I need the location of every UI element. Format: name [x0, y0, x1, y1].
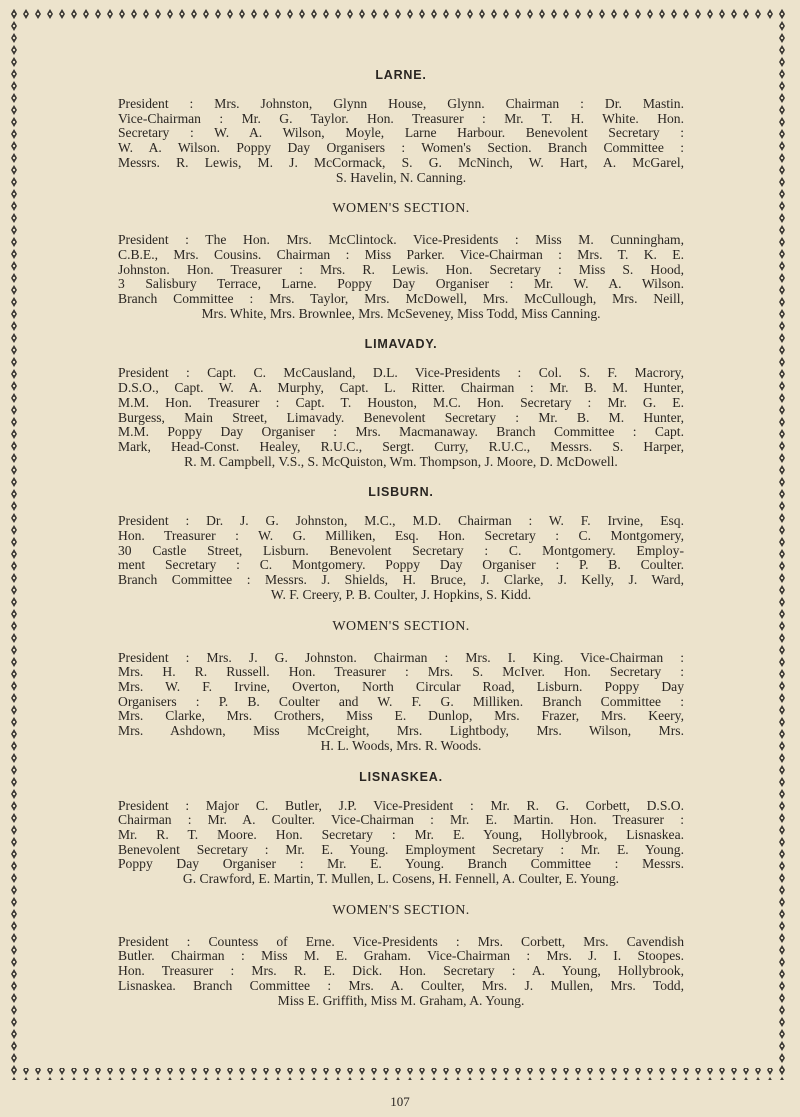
- section-paragraph: [118, 97, 684, 185]
- section-subheading: WOMEN'S SECTION.: [332, 618, 470, 634]
- text-line: Hon. Treasurer : W. G. Milliken, Esq. Hon. Secretary : C. Montgomery,: [118, 528, 684, 544]
- text-line: Mrs. Ashdown, Miss McCreight, Mrs. Lightbody, Mrs. Wilson, Mrs.: [118, 723, 684, 739]
- text-line: Branch Committee : Messrs. J. Shields, H. Bruce, J. Clarke, J. Kelly, J. Ward,: [118, 572, 684, 588]
- text-line: Messrs. R. Lewis, M. J. McCormack, S. G. McNinch, W. Hart, A. McGarel,: [118, 154, 684, 170]
- text-line: President : Countess of Erne. Vice-Presidents : Mrs. Corbett, Mrs. Cavendish: [118, 933, 684, 949]
- text-line: Mark, Head-Const. Healey, R.U.C., Sergt. Curry, R.U.C., Messrs. S. Harper,: [118, 438, 684, 454]
- text-line: President : The Hon. Mrs. McClintock. Vice-Presidents : Miss M. Cunningham,: [118, 232, 684, 248]
- text-line: Mrs. H. R. Russell. Hon. Treasurer : Mrs. S. McIver. Hon. Secretary :: [118, 664, 684, 680]
- section-heading: LISNASKEA.: [359, 769, 443, 784]
- text-line: Mr. R. T. Moore. Hon. Secretary : Mr. E. Young, Hollybrook, Lisnaskea.: [118, 826, 684, 842]
- text-line: Chairman : Mr. A. Coulter. Vice-Chairman : Mr. E. Martin. Hon. Treasurer :: [118, 812, 684, 828]
- text-line: President : Mrs. Johnston, Glynn House, Glynn. Chairman : Dr. Mastin.: [118, 96, 684, 111]
- text-line: Hon. Treasurer : Mrs. R. E. Dick. Hon. Secretary : A. Young, Hollybrook,: [118, 963, 684, 979]
- text-line: Butler. Chairman : Miss M. E. Graham. Vice-Chairman : Mrs. J. I. Stoopes.: [118, 948, 684, 964]
- text-line: Mrs. Clarke, Mrs. Crothers, Miss E. Dunlop, Mrs. Frazer, Mrs. Keery,: [118, 708, 684, 724]
- text-line: Branch Committee : Mrs. Taylor, Mrs. McDowell, Mrs. McCullough, Mrs. Neill,: [118, 291, 684, 307]
- text-line: Lisnaskea. Branch Committee : Mrs. A. Coulter, Mrs. J. Mullen, Mrs. Todd,: [118, 977, 684, 993]
- page-content: [118, 62, 684, 1024]
- text-line: President : Major C. Butler, J.P. Vice-President : Mr. R. G. Corbett, D.S.O.: [118, 797, 684, 813]
- text-line: S. Havelin, N. Canning.: [335, 169, 467, 185]
- section-paragraph: [118, 799, 684, 887]
- text-line: Miss E. Griffith, Miss M. Graham, A. Young.: [277, 992, 525, 1008]
- text-line: 30 Castle Street, Lisburn. Benevolent Secretary : C. Montgomery. Employ-: [118, 542, 684, 558]
- text-line: 3 Salisbury Terrace, Larne. Poppy Day Organiser : Mr. W. A. Wilson.: [118, 276, 684, 292]
- section-heading: LIMAVADY.: [364, 337, 438, 352]
- text-line: Burgess, Main Street, Limavady. Benevolent Secretary : Mr. B. M. Hunter,: [118, 409, 684, 425]
- text-line: G. Crawford, E. Martin, T. Mullen, L. Cosens, H. Fennell, A. Coulter, E. Young.: [182, 871, 620, 887]
- text-line: M.M. Hon. Treasurer : Capt. T. Houston, M.C. Hon. Secretary : Mr. G. E.: [118, 394, 684, 410]
- text-line: R. M. Campbell, V.S., S. McQuiston, Wm. Thompson, J. Moore, D. McDowell.: [184, 453, 618, 469]
- section-heading: LARNE.: [375, 68, 427, 82]
- section-subheading: WOMEN'S SECTION.: [332, 902, 470, 918]
- section-heading: LISBURN.: [368, 485, 434, 500]
- text-line: Vice-Chairman : Mr. G. Taylor. Hon. Treasurer : Mr. T. H. White. Hon.: [118, 110, 684, 126]
- text-line: ment Secretary : C. Montgomery. Poppy Day Organiser : P. B. Coulter.: [118, 557, 684, 573]
- text-line: President : Dr. J. G. Johnston, M.C., M.D. Chairman : W. F. Irvine, Esq.: [118, 513, 684, 529]
- text-line: Mrs. W. F. Irvine, Overton, North Circular Road, Lisburn. Poppy Day: [118, 678, 684, 694]
- text-line: Benevolent Secretary : Mr. E. Young. Employment Secretary : Mr. E. Young.: [118, 841, 684, 857]
- text-line: Johnston. Hon. Treasurer : Mrs. R. Lewis. Hon. Secretary : Miss S. Hood,: [118, 261, 684, 277]
- text-line: Poppy Day Organiser : Mr. E. Young. Branch Committee : Messrs.: [118, 856, 684, 872]
- text-line: Mrs. White, Mrs. Brownlee, Mrs. McSeveney, Miss Todd, Miss Canning.: [201, 305, 601, 321]
- text-line: W. A. Wilson. Poppy Day Organisers : Women's Section. Branch Committee :: [118, 140, 684, 156]
- section-paragraph: [118, 233, 684, 321]
- text-line: Secretary : W. A. Wilson, Moyle, Larne Harbour. Benevolent Secretary :: [118, 125, 684, 141]
- text-line: C.B.E., Mrs. Cousins. Chairman : Miss Parker. Vice-Chairman : Mrs. T. K. E.: [118, 246, 684, 262]
- text-line: Organisers : P. B. Coulter and W. F. G. Milliken. Branch Committee :: [118, 693, 684, 709]
- section-paragraph: [118, 935, 684, 1009]
- text-line: M.M. Poppy Day Organiser : Mrs. Macmanaway. Branch Committee : Capt.: [118, 424, 684, 440]
- text-line: President : Capt. C. McCausland, D.L. Vice-Presidents : Col. S. F. Macrory,: [118, 365, 684, 381]
- text-line: President : Mrs. J. G. Johnston. Chairman : Mrs. I. King. Vice-Chairman :: [118, 649, 684, 665]
- text-line: D.S.O., Capt. W. A. Murphy, Capt. L. Ritter. Chairman : Mr. B. M. Hunter,: [118, 380, 684, 396]
- section-subheading: WOMEN'S SECTION.: [332, 201, 470, 217]
- text-line: W. F. Creery, P. B. Coulter, J. Hopkins, S. Kidd.: [270, 586, 532, 602]
- page-number: 107: [390, 1094, 410, 1109]
- text-line: H. L. Woods, Mrs. R. Woods.: [320, 737, 482, 753]
- section-paragraph: [118, 651, 684, 754]
- section-paragraph: [118, 366, 684, 469]
- section-paragraph: [118, 514, 684, 602]
